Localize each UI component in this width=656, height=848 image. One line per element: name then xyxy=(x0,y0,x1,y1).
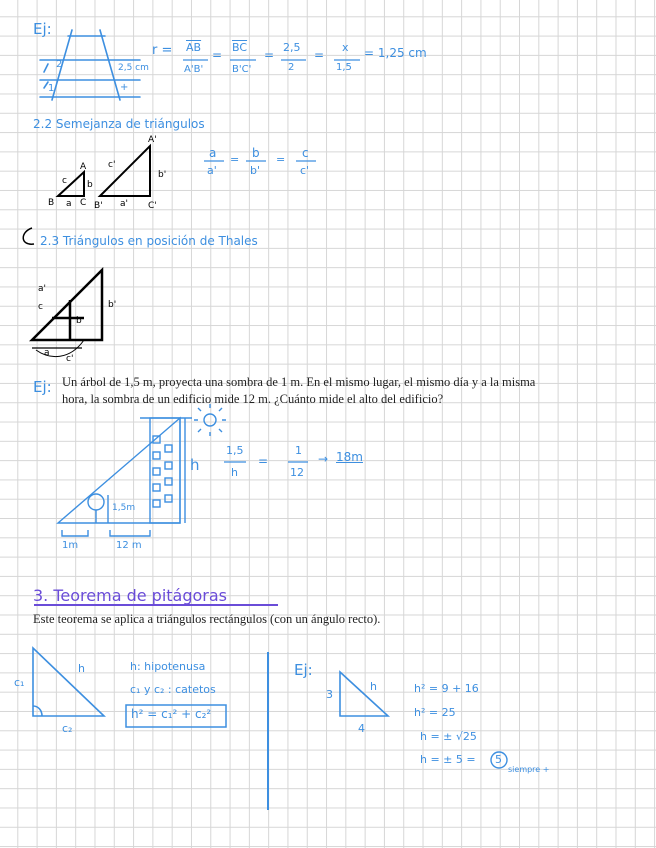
ratio22-ap: a' xyxy=(207,164,217,177)
big-label-b: b' xyxy=(158,170,167,180)
step-4: h = ± 5 = xyxy=(420,753,476,766)
thales-label-a: a xyxy=(44,348,50,358)
ratio22-c: c xyxy=(302,146,309,160)
step-3: h = ± √25 xyxy=(420,730,477,743)
def-catetos: c₁ y c₂ : catetos xyxy=(130,683,216,696)
step-1: h² = 9 + 16 xyxy=(414,682,479,695)
def-hypotenuse: h: hipotenusa xyxy=(130,660,206,673)
ratio-d2: 1,5 xyxy=(336,62,352,73)
small-label-a: A xyxy=(80,162,87,172)
eq-d2: 12 xyxy=(290,466,304,479)
eq-n1: 1,5 xyxy=(226,444,244,457)
small-label-bigb: B xyxy=(48,198,55,208)
tri-c1-label: c₁ xyxy=(14,676,25,689)
ratio-r: r = xyxy=(152,43,173,58)
ratio22-b: b xyxy=(252,146,260,160)
tri-c2-label: c₂ xyxy=(62,722,73,735)
ratio-bc-prime: B'C' xyxy=(232,64,252,75)
ratio-result: = 1,25 cm xyxy=(364,46,427,60)
thales-label-bp: b' xyxy=(108,300,117,310)
step-2: h² = 25 xyxy=(414,706,456,719)
eq-result: 18m xyxy=(336,450,363,464)
example1-label: Ej: xyxy=(33,20,52,38)
ratio22-a: a xyxy=(209,146,217,160)
shadow-2-label: 12 m xyxy=(116,540,142,551)
thales-label-ap: a' xyxy=(38,284,46,294)
ratio-d1: 2 xyxy=(288,62,295,73)
ex3-hyp: h xyxy=(370,680,377,693)
shadow-1-label: 1m xyxy=(62,540,79,551)
thales-label-c: c xyxy=(38,302,43,312)
small-label-a-side: a xyxy=(66,199,72,209)
ratio-n1: 2,5 xyxy=(283,41,301,54)
problem-line-1: Un árbol de 1,5 m, proyecta una sombra de 1 m. En el mismo lugar, el mismo día y a la misma xyxy=(62,375,536,389)
section-2-3-title: 2.3 Triángulos en posición de Thales xyxy=(40,234,258,248)
problem-line-2: hora, la sombra de un edificio mide 12 m. ¿Cuánto mide el alto del edificio? xyxy=(62,392,444,406)
answer-note: siempre + xyxy=(508,765,550,774)
big-label-c: c' xyxy=(108,160,116,170)
thales-label-cp: c' xyxy=(66,354,74,364)
ex3-side-3: 3 xyxy=(326,688,333,701)
side-label-4: + xyxy=(120,82,129,93)
ratio-ab-prime: A'B' xyxy=(184,64,204,75)
big-label-bigc: C' xyxy=(148,201,157,211)
tri-h-label: h xyxy=(78,662,85,675)
side-label-2: 1 xyxy=(48,83,55,94)
small-label-c: c xyxy=(62,176,67,186)
ratio22-cp: c' xyxy=(300,164,310,177)
example2-label: Ej: xyxy=(33,378,52,396)
ratio-ab: $\overline{AB}$ xyxy=(186,41,202,54)
ratio-bc: $\overline{BC}$ xyxy=(232,41,248,54)
building-h-label: h xyxy=(190,456,200,474)
small-label-bigc: C xyxy=(80,198,87,208)
ratio22-bp: b' xyxy=(250,164,261,177)
big-label-bigb: B' xyxy=(94,201,103,211)
eq-n2: 1 xyxy=(295,444,302,457)
section-2-2-title: 2.2 Semejanza de triángulos xyxy=(33,117,205,131)
section-3-intro: Este teorema se aplica a triángulos rectángulos (con un ángulo recto). xyxy=(33,612,381,626)
ex3-side-4: 4 xyxy=(358,722,365,735)
eq-d1: h xyxy=(231,466,238,479)
ratio-n2: x xyxy=(342,41,349,54)
side-label-1: 2 xyxy=(56,59,63,70)
section-3-title: 3. Teorema de pitágoras xyxy=(33,586,228,605)
thales-label-b: b xyxy=(76,316,82,326)
big-label-a-side: a' xyxy=(120,199,128,209)
tree-height-label: 1,5m xyxy=(112,503,136,513)
small-label-b: b xyxy=(87,180,93,190)
pythagoras-formula: h² = c₁² + c₂² xyxy=(131,707,212,721)
big-label-a: A' xyxy=(148,135,157,145)
answer-value: 5 xyxy=(495,753,502,766)
example3-label: Ej: xyxy=(294,661,313,679)
side-label-3: 2,5 cm xyxy=(118,63,149,73)
